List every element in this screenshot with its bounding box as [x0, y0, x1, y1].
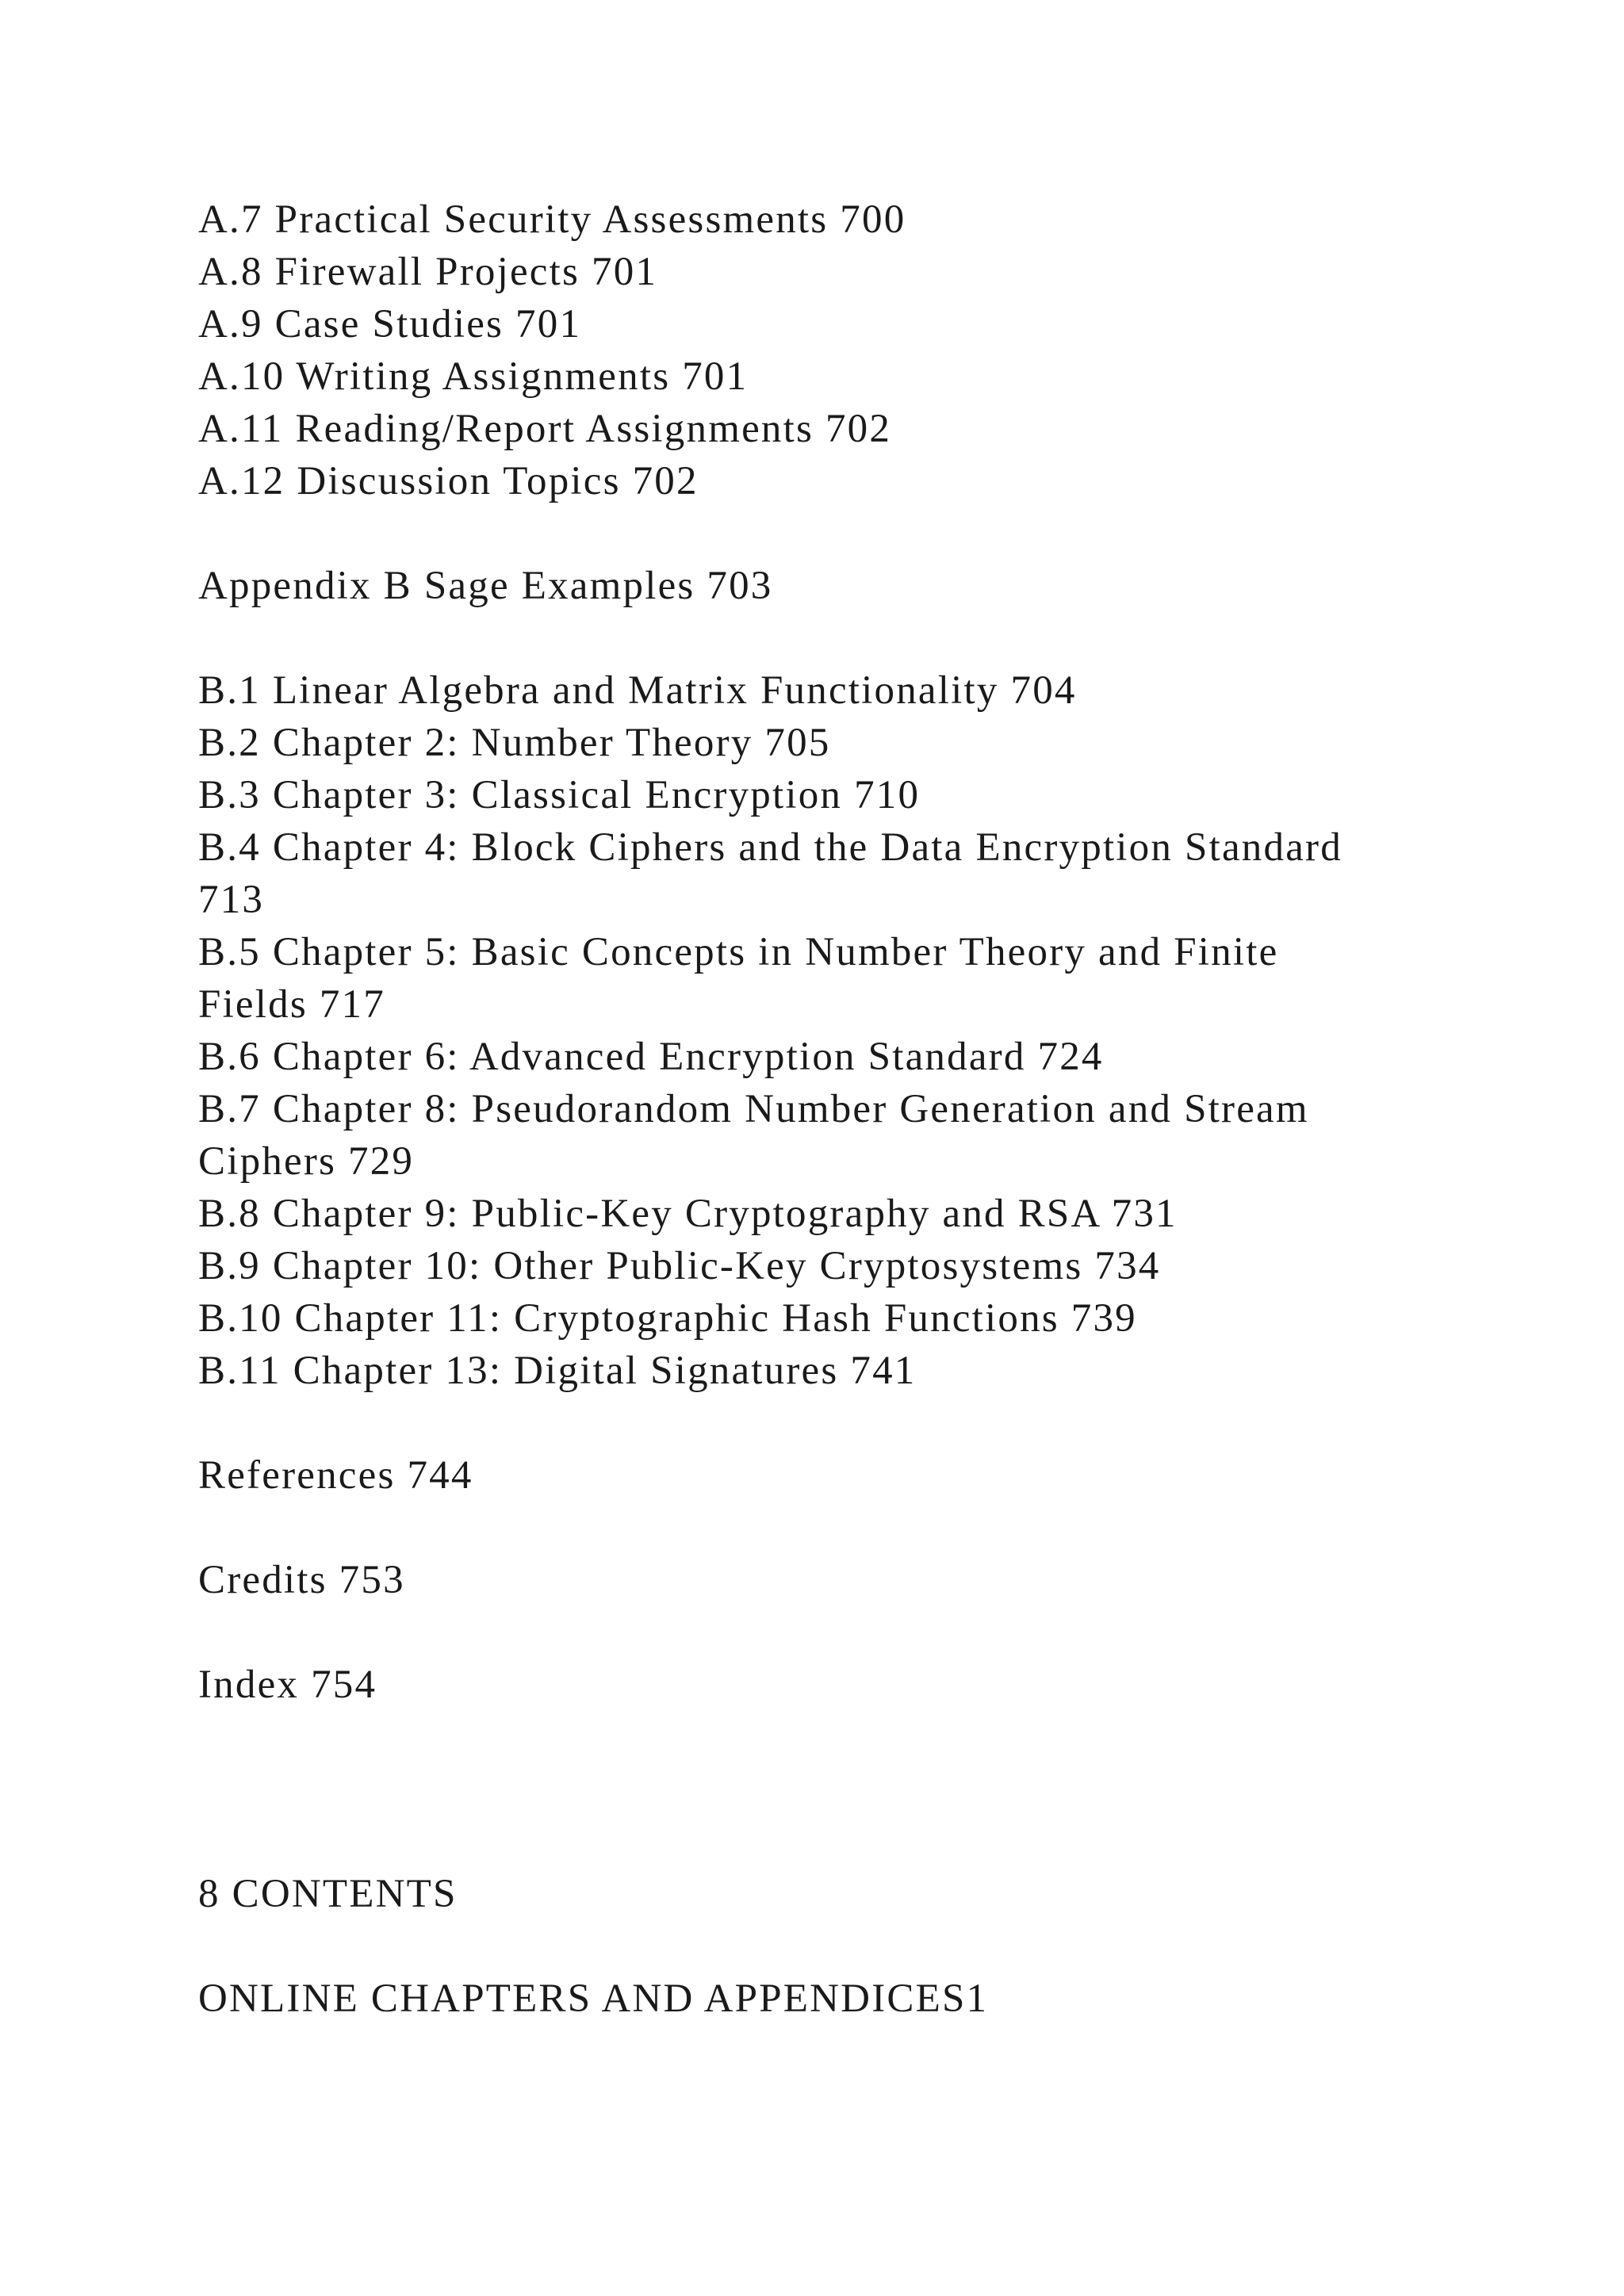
toc-entry-a8: A.8 Firewall Projects 701 [198, 250, 658, 294]
toc-entry-b4-page: 713 [198, 878, 265, 922]
toc-entry-credits: Credits 753 [198, 1558, 405, 1602]
toc-entry-b9: B.9 Chapter 10: Other Public-Key Cryptosystems 734 [198, 1244, 1161, 1288]
toc-entry-b4: B.4 Chapter 4: Block Ciphers and the Data Encryption Standard [198, 825, 1342, 870]
toc-entry-a7: A.7 Practical Security Assessments 700 [198, 197, 906, 242]
toc-entry-b5-cont: Fields 717 [198, 982, 385, 1027]
toc-entry-a12: A.12 Discussion Topics 702 [198, 459, 699, 503]
toc-entry-b1: B.1 Linear Algebra and Matrix Functionality 704 [198, 668, 1077, 713]
toc-entry-b7: B.7 Chapter 8: Pseudorandom Number Generation and Stream [198, 1087, 1309, 1131]
toc-entry-b5: B.5 Chapter 5: Basic Concepts in Number Theory and Finite [198, 930, 1279, 974]
toc-entry-index: Index 754 [198, 1663, 377, 1707]
toc-entry-a11: A.11 Reading/Report Assignments 702 [198, 407, 892, 451]
toc-entry-references: References 744 [198, 1453, 473, 1498]
toc-entry-b3: B.3 Chapter 3: Classical Encryption 710 [198, 773, 921, 817]
toc-entry-a10: A.10 Writing Assignments 701 [198, 354, 749, 399]
toc-entry-a9: A.9 Case Studies 701 [198, 302, 582, 346]
toc-entry-b6: B.6 Chapter 6: Advanced Encryption Standard 724 [198, 1035, 1104, 1079]
toc-heading-online: ONLINE CHAPTERS AND APPENDICES1 [198, 1976, 989, 2021]
toc-entry-b10: B.10 Chapter 11: Cryptographic Hash Functions 739 [198, 1296, 1137, 1341]
toc-entry-b11: B.11 Chapter 13: Digital Signatures 741 [198, 1349, 917, 1393]
toc-entry-b7-cont: Ciphers 729 [198, 1139, 415, 1184]
toc-entry-b2: B.2 Chapter 2: Number Theory 705 [198, 721, 831, 765]
toc-heading-appendix-b: Appendix B Sage Examples 703 [198, 564, 773, 608]
page-header: 8 CONTENTS [198, 1872, 458, 1916]
toc-entry-b8: B.8 Chapter 9: Public-Key Cryptography and RSA 731 [198, 1192, 1178, 1236]
